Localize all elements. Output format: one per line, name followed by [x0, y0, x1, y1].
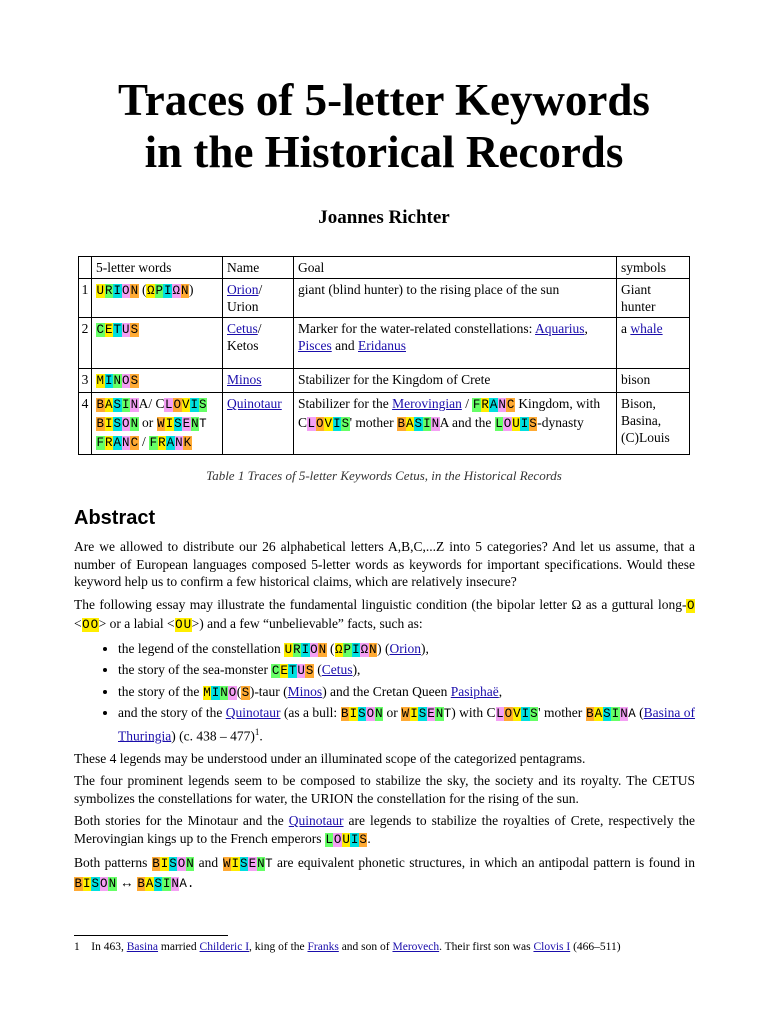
paragraph-6: Both patterns BISON and WISENT are equivalent phonetic structures, in which an antipodal pattern is found in BISON ↔ BASINA.	[74, 855, 695, 891]
text: Both stories for the Minotaur and the	[74, 813, 289, 828]
text: >) and a few “unbelievable” facts, such as:	[191, 616, 423, 631]
link-aquarius[interactable]: Aquarius	[535, 321, 585, 336]
table-row	[79, 393, 690, 455]
list-item: • the legend of the constellation URION (ΩΡΙΩΝ) (Orion),	[118, 640, 695, 660]
document-title	[0, 74, 768, 178]
table-header-row	[79, 257, 690, 279]
goal-sep: ,	[584, 321, 588, 336]
text: (466–511)	[570, 941, 621, 953]
paragraph-5: Both stories for the Minotaur and the Quinotaur are legends to stabilize the royalties of Crete, respectively the Merovingian kings up to the French emperors LOUIS.	[74, 813, 696, 847]
text: are legends to stabilize the royalties of Crete, respectively the Merovingian kings up to the French emperors	[74, 813, 696, 846]
word-frank: FRANK	[149, 436, 192, 450]
footnote-number: 1	[74, 941, 80, 953]
link-merovech[interactable]: Merovech	[392, 941, 440, 953]
text: married	[158, 941, 200, 953]
link-pasiphae[interactable]: Pasiphaë	[450, 683, 499, 699]
link-eridanus[interactable]: Eridanus	[358, 338, 406, 353]
text: the story of the sea-monster	[118, 662, 272, 677]
row-symbols: bison	[617, 369, 690, 393]
footnote	[74, 940, 695, 955]
row-number: 3	[79, 369, 92, 393]
header-words: 5-letter words	[92, 257, 223, 279]
text: > or a labial <	[98, 616, 175, 631]
word-franc: FRANC	[96, 436, 139, 450]
table-row	[79, 318, 690, 369]
link-orion[interactable]: Orion	[389, 640, 421, 656]
text: ' mother	[538, 705, 583, 720]
row-words: URION (ΩΡΙΩΝ)	[92, 279, 223, 318]
text: are equivalent phonetic structures, in which an antipodal pattern is found in	[272, 855, 695, 870]
row-number: 2	[79, 318, 92, 369]
text: In 463,	[91, 941, 127, 953]
link-franks[interactable]: Franks	[307, 941, 339, 953]
table-row	[79, 279, 690, 318]
text: (as a bull:	[280, 705, 341, 720]
word-wisent: WISEN	[157, 417, 199, 431]
title-line-2: in the Historical Records	[144, 127, 624, 177]
text: (c. 438 – 477)	[175, 728, 255, 743]
list-item: • and the story of the Quinotaur (as a bull: BISON or WISENT) with CLOVIS' mother BASINA (Basina of Thuringia) (c. 438 – 477)$^1$.	[118, 704, 695, 745]
link-cetus[interactable]: Cetus	[227, 321, 258, 336]
word-bison: BISON	[96, 417, 139, 431]
text: <	[74, 616, 82, 631]
link-clovis[interactable]: Clovis I	[533, 941, 571, 953]
text: -taur (	[254, 683, 288, 699]
row-symbols: Bison, Basina, (C)Louis	[617, 393, 690, 455]
word-urion: URION	[96, 284, 139, 298]
text: ↔	[116, 874, 137, 890]
row-number: 1	[79, 279, 92, 318]
word-basina: BASIN	[397, 417, 440, 431]
row-words: BASINA/ CLOVIS BISON or WISENT FRANC / FRANK	[92, 393, 223, 455]
footnote-rule	[74, 935, 228, 936]
keywords-table	[78, 256, 690, 455]
text: The following essay may illustrate the fundamental linguistic condition (the bipolar letter Ω as a guttural long-	[74, 596, 687, 612]
row-goal: giant (blind hunter) to the rising place of the sun	[294, 279, 617, 318]
word-minos: MINOS	[96, 374, 139, 388]
symbols-text: a	[621, 321, 631, 336]
word-franc: FRANC	[472, 398, 515, 412]
word-greek-urion: ΩΡΙΩΝ	[146, 284, 189, 298]
paragraph-3: These 4 legends may be understood under an illuminated scope of the categorized pentagrams.	[74, 750, 586, 766]
list-item: • the story of the sea-monster CETUS (Cetus),	[118, 661, 695, 681]
author: Joannes Richter	[318, 207, 450, 228]
abstract-body	[74, 538, 695, 898]
text: , king of the	[249, 941, 308, 953]
row-goal: Stabilizer for the Kingdom of Crete	[294, 369, 617, 393]
row-name	[223, 318, 294, 369]
goal-text: A and the	[439, 415, 495, 430]
word-louis: LOUIS	[495, 417, 537, 431]
row-words	[92, 369, 223, 393]
text: or	[383, 705, 402, 720]
text: ) with C	[451, 705, 496, 720]
goal-text: ' mother	[349, 415, 398, 430]
row-symbols	[617, 318, 690, 369]
row-name	[223, 369, 294, 393]
text: and the story of the	[118, 705, 226, 720]
word-basina: BASIN	[96, 398, 139, 412]
goal-text: Stabilizer for the	[298, 396, 393, 411]
text: the legend of the constellation	[118, 640, 285, 656]
row-name	[223, 279, 294, 318]
header-goal: Goal	[294, 257, 617, 279]
list-item: • the story of the MINO(S)-taur (Minos) and the Cretan Queen Pasiphaë,	[118, 683, 695, 703]
row-words	[92, 318, 223, 369]
row-symbols: Giant hunter	[617, 279, 690, 318]
text: and son of	[338, 941, 393, 953]
table-caption: Table 1 Traces of 5-letter Keywords Cetus, in the Historical Records	[206, 468, 562, 483]
link-whale[interactable]: whale	[630, 321, 663, 336]
legend-list	[74, 640, 695, 745]
text: Both patterns	[74, 855, 152, 870]
table-row	[79, 369, 690, 393]
name-rest: / Ketos	[227, 321, 262, 353]
table-cell	[79, 257, 92, 279]
goal-sep: and	[331, 338, 358, 353]
row-goal	[294, 393, 617, 455]
text: . Their first son was	[439, 941, 534, 953]
title-line-1: Traces of 5-letter Keywords	[118, 75, 650, 125]
word-clovis: LOVIS	[307, 417, 350, 431]
link-childeric[interactable]: Childeric I	[199, 941, 250, 953]
paragraph-4: The four prominent legends seem to be composed to stabilize the sky, the society and its royalty. The CETUS symbolizes the constellations for water, the URION the constellation for the rising of the sun.	[74, 773, 695, 806]
goal-text: -dynasty	[537, 415, 584, 430]
row-name	[223, 393, 294, 455]
goal-text: Marker for the water-related constellations:	[298, 321, 533, 336]
link-quinotaur[interactable]: Quinotaur	[225, 705, 281, 720]
link-merovingian[interactable]: Merovingian	[392, 396, 462, 411]
link-minos[interactable]: Minos	[287, 683, 323, 699]
goal-text: Kingdom, with C	[298, 396, 601, 430]
abstract-heading: Abstract	[74, 507, 156, 529]
link-cetus[interactable]: Cetus	[321, 662, 353, 677]
paragraph-1: Are we allowed to distribute our 26 alphabetical letters A,B,C,...Z into 5 categories? And let us assume, that a number of European languages composed 5-letter words as keywords for important specifications. Would these keyword help us to confirm a few historical claims, which are relatively insecure?	[74, 539, 695, 589]
header-name: Name	[223, 257, 294, 279]
text: the story of the	[118, 683, 203, 699]
link-quinotaur[interactable]: Quinotaur	[227, 396, 282, 411]
link-orion[interactable]: Orion	[227, 282, 259, 297]
row-goal	[294, 318, 617, 369]
link-basina[interactable]: Basina	[126, 941, 159, 953]
row-number: 4	[79, 393, 92, 455]
link-minos[interactable]: Minos	[227, 372, 262, 387]
text: ) and the Cretan Queen	[322, 683, 451, 699]
word-cetus: CETUS	[96, 323, 139, 337]
footnote-ref[interactable]: 1	[254, 726, 260, 737]
link-quinotaur[interactable]: Quinotaur	[288, 813, 344, 828]
paragraph-2: The following essay may illustrate the fundamental linguistic condition (the bipolar letter Ω as a guttural long-O <OO> or a labial <OU>) and a few “unbelievable” facts, such as:	[74, 596, 695, 632]
goal-text: /	[461, 396, 473, 411]
link-pisces[interactable]: Pisces	[298, 338, 332, 353]
header-symbols: symbols	[617, 257, 690, 279]
link-basina-of-thuringia[interactable]: Basina of Thuringia	[118, 705, 696, 743]
text: and	[194, 855, 223, 870]
word-clovis: LOVIS	[164, 398, 207, 412]
name-rest: / Urion	[227, 282, 263, 314]
